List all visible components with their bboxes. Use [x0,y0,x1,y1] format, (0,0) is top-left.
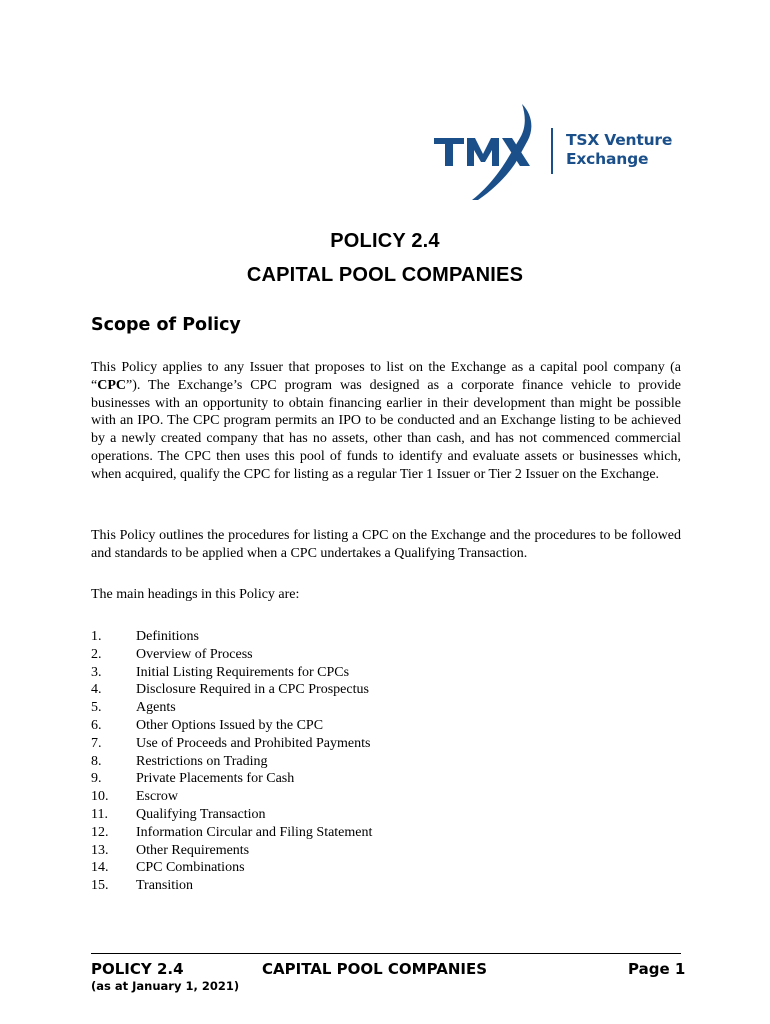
list-item [91,770,372,788]
list-item [91,788,372,806]
list-item [91,859,372,877]
list-item-label: Agents [136,700,176,716]
list-item-label: Qualifying Transaction [136,806,266,822]
list-item-number: 11. [91,806,108,822]
section-heading: Scope of Policy [91,315,241,335]
list-item [91,628,372,646]
list-item [91,664,372,682]
list-item [91,842,372,860]
list-item-label: Information Circular and Filing Statement [136,824,373,840]
list-item-number: 12. [91,824,109,840]
list-item-label: Definitions [136,629,199,644]
list-item-label: Private Placements for Cash [136,771,295,787]
list-item-label: Disclosure Required in a CPC Prospectus [136,682,369,698]
footer-policy-name: CAPITAL POOL COMPANIES [262,960,488,978]
list-item [91,735,372,753]
list-item-label: Overview of Process [136,646,253,662]
list-item-label: Other Options Issued by the CPC [136,717,324,733]
list-item-number: 8. [91,753,102,769]
scope-text-end: ”). The Exchange’s CPC program was designed as a corporate finance vehicle to provide businesses with an opportunity to obtain financing earlier in their development than might be possible with an IPO. The CPC program permits an IPO to be conducted and an Exchange listing to be achieved by a newly created company that has no assets, other than cash, and has not commenced commercial operations. The CPC then uses this pool of funds to identify and evaluate assets or businesses which, when acquired, qualify the CPC for listing as a regular Tier 1 Issuer or Tier 2 Issuer on the Exchange. [91,377,681,482]
list-item-number: 7. [91,735,102,751]
list-item-number: 2. [91,646,102,662]
list-item [91,824,372,842]
scope-text-start: This Policy applies to any Issuer that proposes to list on the Exchange as a capital pool company (a “ [91,360,681,393]
list-item [91,681,372,699]
policy-name-title: CAPITAL POOL COMPANIES [246,264,524,286]
list-item-label: Other Requirements [136,842,250,858]
outline-paragraph: This Policy outlines the procedures for listing a CPC on the Exchange and the procedures to be followed and standards to be applied when a CPC undertakes a Qualifying Transaction. [91,528,681,561]
list-item-number: 3. [91,664,102,680]
list-item-number: 15. [91,878,109,894]
headings-list [91,628,372,895]
footer-page-number: Page 1 [628,960,686,978]
list-item-number: 14. [91,860,109,876]
list-item [91,717,372,735]
list-item [91,753,372,771]
list-item-number: 9. [91,771,102,787]
list-item-label: Initial Listing Requirements for CPCs [136,664,350,680]
list-item-number: 10. [91,789,109,805]
list-item-label: Use of Proceeds and Prohibited Payments [136,735,371,751]
scope-paragraph [91,359,681,484]
list-item [91,877,372,895]
footer-divider [91,953,681,954]
logo-line-1: TSX Venture [566,131,673,149]
cpc-defined-term: CPC [97,377,126,393]
list-item [91,699,372,717]
list-item-number: 4. [91,682,102,698]
list-item [91,806,372,824]
list-item-label: CPC Combinations [136,860,245,876]
list-item-number: 5. [91,700,102,716]
policy-number-title: POLICY 2.4 [330,230,440,252]
footer-effective-date: (as at January 1, 2021) [91,979,240,993]
logo-line-2: Exchange [566,150,649,168]
list-item-number: 1. [91,629,102,644]
list-item [91,646,372,664]
footer-policy-number: POLICY 2.4 [91,960,184,978]
list-item-label: Restrictions on Trading [136,753,268,769]
main-headings-intro: The main headings in this Policy are: [91,587,300,602]
list-item-number: 6. [91,717,102,733]
list-item-label: Transition [136,878,194,894]
list-item-number: 13. [91,842,109,858]
list-item-label: Escrow [136,789,178,805]
